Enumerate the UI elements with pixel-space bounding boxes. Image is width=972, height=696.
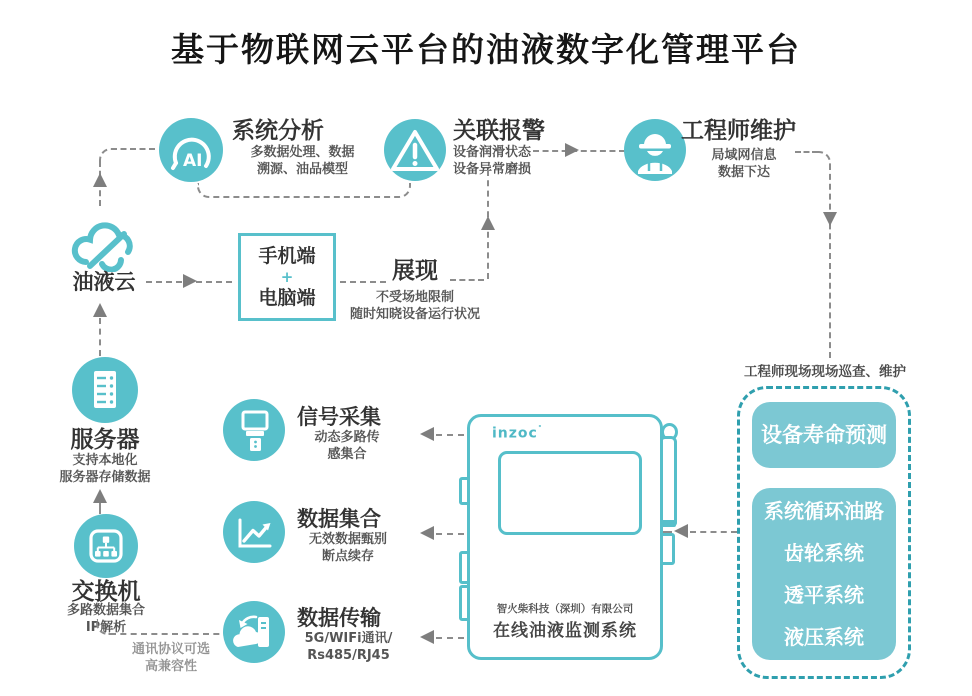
connector-right-device-b bbox=[690, 531, 737, 533]
arrow-up-server-cloud bbox=[93, 303, 107, 317]
site-inspection-note: 工程师现场现场巡查、维护 bbox=[744, 364, 906, 380]
connector-display-up-h bbox=[450, 279, 484, 281]
page-title: 基于物联网云平台的油液数字化管理平台 bbox=[171, 30, 801, 69]
connector-device-aggregate bbox=[436, 533, 464, 535]
arrow-down-engineer-site bbox=[823, 212, 837, 226]
signal-icon bbox=[223, 399, 285, 461]
pc-terminal-label: 电脑端 bbox=[258, 287, 316, 309]
server-label: 服务器 bbox=[70, 427, 140, 453]
switch-desc: 多路数据集合 IP解析 bbox=[66, 603, 145, 635]
connector-switch-server bbox=[99, 503, 101, 514]
oil-cloud-label: 油液云 bbox=[72, 270, 136, 294]
device-brand-logo: inzoc˚ bbox=[492, 425, 543, 442]
cloud-icon bbox=[62, 208, 146, 272]
arrow-right-cloud-terminal bbox=[183, 274, 197, 288]
cloud-upload-icon bbox=[223, 601, 285, 663]
arrow-left-device-transmit bbox=[420, 630, 434, 644]
engineer-desc: 局域网信息 数据下达 bbox=[711, 148, 777, 180]
device-company: 智火柴科技（深圳）有限公司 bbox=[496, 603, 634, 615]
connector-engineer-down bbox=[829, 164, 831, 358]
signal-desc: 动态多路传 感集合 bbox=[314, 430, 380, 462]
device-screen bbox=[498, 451, 642, 535]
aggregate-desc: 无效数据甄别 断点续存 bbox=[308, 532, 387, 564]
analysis-label: 系统分析 bbox=[232, 118, 324, 144]
switch-label: 交换机 bbox=[71, 579, 141, 605]
plus-sign: + bbox=[280, 268, 294, 286]
server-icon bbox=[72, 357, 138, 423]
aggregate-icon bbox=[223, 501, 285, 563]
arrow-up-cloud-analysis bbox=[93, 173, 107, 187]
system-item: 液压系统 bbox=[784, 625, 864, 649]
analysis-desc: 多数据处理、数据 溯源、油品模型 bbox=[250, 145, 355, 177]
connector-analysis-alarm bbox=[197, 183, 411, 198]
connector-switch-transmit bbox=[110, 633, 240, 635]
sensor-monitor-icon bbox=[223, 399, 285, 461]
signal-label: 信号采集 bbox=[297, 405, 381, 429]
connector-device-signal bbox=[436, 434, 464, 436]
server-rack-icon bbox=[72, 357, 138, 423]
system-item: 系统循环油路 bbox=[764, 499, 884, 523]
connector-engineer-right bbox=[795, 151, 818, 153]
ai-head-icon bbox=[159, 118, 223, 182]
svg-text:AI: AI bbox=[183, 151, 203, 171]
protocol-note: 通讯协议可选 高兼容性 bbox=[131, 642, 210, 674]
life-prediction-label: 设备寿命预测 bbox=[761, 423, 887, 447]
monitor-device bbox=[467, 414, 663, 660]
display-desc: 不受场地限制 随时知晓设备运行状况 bbox=[349, 290, 480, 322]
line-chart-icon bbox=[223, 501, 285, 563]
worker-helmet-icon bbox=[624, 119, 686, 181]
network-switch-icon bbox=[74, 514, 138, 578]
life-prediction-box bbox=[752, 402, 896, 468]
engineer-label: 工程师维护 bbox=[681, 118, 796, 144]
connector-device-transmit bbox=[436, 637, 464, 639]
aggregate-label: 数据集合 bbox=[297, 507, 381, 531]
terminal-box bbox=[238, 233, 336, 321]
engineer-icon bbox=[624, 119, 686, 181]
transmit-icon bbox=[223, 601, 285, 663]
transmit-label: 数据传输 bbox=[297, 606, 381, 630]
mobile-terminal-label: 手机端 bbox=[258, 245, 316, 267]
alarm-icon bbox=[384, 119, 446, 181]
connector-cloud-analysis-h bbox=[111, 148, 155, 150]
connector-alarm-engineer bbox=[533, 150, 625, 152]
display-block bbox=[335, 252, 495, 323]
switch-icon bbox=[74, 514, 138, 578]
system-item: 齿轮系统 bbox=[784, 541, 864, 565]
alarm-label: 关联报警 bbox=[453, 118, 545, 144]
transmit-desc: 5G/WIFi通讯/ Rs485/RJ45 bbox=[304, 631, 393, 663]
connector-corner-cloud bbox=[99, 148, 113, 163]
alarm-desc: 设备润滑状态 设备异常磨损 bbox=[453, 145, 532, 177]
display-label: 展现 bbox=[392, 258, 438, 284]
arrow-up-switch-server bbox=[93, 489, 107, 503]
arrow-up-display-alarm bbox=[481, 216, 495, 230]
ai-analysis-icon bbox=[159, 118, 223, 182]
connector-server-cloud bbox=[99, 318, 101, 356]
arrow-left-right-device bbox=[674, 524, 688, 538]
arrow-left-device-signal bbox=[420, 427, 434, 441]
arrow-right-alarm-engineer bbox=[565, 143, 579, 157]
arrow-left-device-aggregate bbox=[420, 526, 434, 540]
systems-box bbox=[752, 488, 896, 660]
server-desc: 支持本地化 服务器存储数据 bbox=[59, 453, 151, 485]
device-name: 在线油液监测系统 bbox=[493, 621, 637, 641]
warning-triangle-icon bbox=[384, 119, 446, 181]
system-item: 透平系统 bbox=[784, 583, 864, 607]
